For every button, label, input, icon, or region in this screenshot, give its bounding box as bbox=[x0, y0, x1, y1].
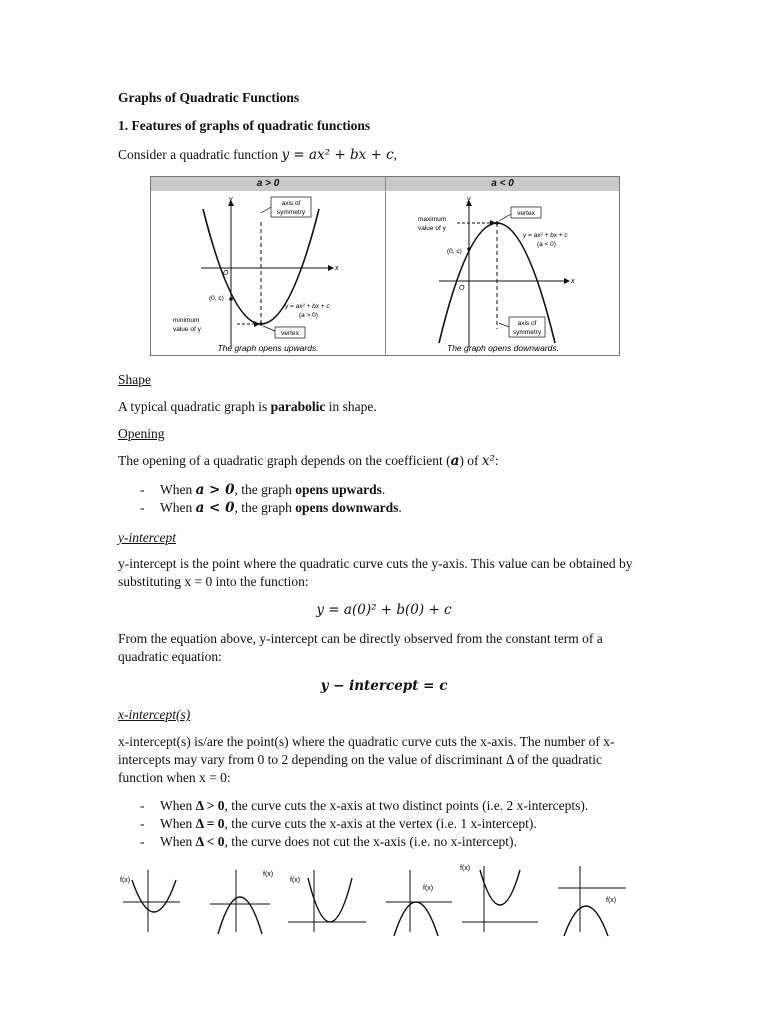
bullet-pre: When bbox=[160, 834, 196, 849]
left-min-label-line2: value of y bbox=[173, 326, 201, 333]
mini-graph-1-label: f(x) bbox=[120, 877, 131, 884]
right-origin-label: O bbox=[459, 285, 465, 292]
left-axis-callout-line2: symmetry bbox=[276, 209, 306, 216]
left-axis-callout-pointer bbox=[261, 207, 271, 213]
xint-bullet-2 bbox=[140, 815, 537, 833]
right-max-label-line2: value of y bbox=[418, 225, 446, 232]
bullet-pre: When bbox=[160, 816, 196, 831]
bullet-mid: , the graph bbox=[234, 500, 296, 515]
right-intercept-dot bbox=[467, 247, 471, 251]
opening-bullet-1 bbox=[140, 481, 385, 499]
right-y-label: y bbox=[467, 196, 471, 203]
yint-paragraph: y-intercept is the point where the quadratic curve cuts the y-axis. This value can be obtained by substituting x = 0 into the function: bbox=[118, 556, 633, 589]
right-curve-label-line1: y = ax² + bx + c bbox=[523, 232, 568, 239]
figure-drawing bbox=[151, 177, 619, 355]
intro-line bbox=[118, 146, 397, 164]
mini-graph-2 bbox=[210, 870, 273, 934]
mini-graph-5 bbox=[460, 865, 538, 932]
bullet-dash: - bbox=[140, 834, 145, 849]
right-axis-callout-line2: symmetry bbox=[512, 329, 542, 336]
yint-paragraph-2: From the equation above, y-intercept can be directly observed from the constant term of a quadratic equation: bbox=[118, 631, 603, 664]
right-curve-label-line2: (a < 0) bbox=[537, 241, 556, 248]
left-caption: The graph opens upwards. bbox=[217, 343, 319, 353]
bullet-condition: a > 0 bbox=[195, 482, 235, 498]
bullet-bold: opens downwards bbox=[295, 500, 399, 515]
right-axis-callout-pointer bbox=[499, 323, 509, 327]
mini-graph-3-label: f(x) bbox=[290, 877, 301, 884]
bullet-mid: , the graph bbox=[234, 482, 296, 497]
bullet-condition: Δ = 0 bbox=[195, 816, 225, 831]
mini-graph-6 bbox=[558, 866, 626, 936]
left-intercept-dot bbox=[229, 297, 233, 301]
left-vertex-dot bbox=[259, 322, 263, 326]
right-intercept-label: (0, c) bbox=[447, 248, 462, 255]
shape-text-bold: parabolic bbox=[270, 399, 326, 414]
bullet-post: , the curve does not cut the x-axis (i.e. no x-intercept). bbox=[224, 834, 517, 849]
opening-coef: a bbox=[450, 453, 460, 469]
mini-graphs bbox=[118, 860, 638, 938]
yint-heading: y-intercept bbox=[118, 530, 176, 545]
intro-equation: y = ax² + bx + c bbox=[281, 147, 394, 163]
figure-header-right: a < 0 bbox=[386, 177, 619, 191]
bullet-post: , the curve cuts the x-axis at two distinct points (i.e. 2 x-intercepts). bbox=[224, 798, 589, 813]
mini-graph-6-label: f(x) bbox=[606, 897, 617, 904]
opening-bullet-2 bbox=[140, 499, 402, 517]
left-vertex-label: vertex bbox=[281, 330, 299, 337]
intro-suffix: , bbox=[393, 147, 398, 162]
left-intercept-label: (0, c) bbox=[209, 295, 224, 302]
xint-bullet-3 bbox=[140, 833, 517, 851]
right-vertex-dot bbox=[495, 221, 499, 225]
mini-graph-2-label: f(x) bbox=[263, 871, 274, 878]
right-max-label-line1: maximum bbox=[418, 216, 447, 223]
yint-equation: y = a(0)² + b(0) + c bbox=[316, 602, 452, 618]
left-axis-callout-line1: axis of bbox=[281, 200, 301, 207]
right-vertex-label: vertex bbox=[517, 210, 535, 217]
yint-equation-2: y − intercept = c bbox=[320, 678, 448, 694]
intro-prefix: Consider a quadratic function bbox=[118, 147, 282, 162]
right-x-label: x bbox=[571, 278, 575, 285]
left-panel bbox=[173, 196, 339, 353]
bullet-condition: Δ > 0 bbox=[195, 798, 225, 813]
mini-graph-3 bbox=[288, 870, 366, 932]
bullet-pre: When bbox=[160, 482, 196, 497]
xint-heading: x-intercept(s) bbox=[118, 707, 191, 722]
left-origin-label: O bbox=[223, 270, 229, 277]
mini-graph-4-label: f(x) bbox=[423, 885, 434, 892]
left-y-label: y bbox=[229, 196, 233, 203]
opening-text-mid: ) of bbox=[459, 453, 482, 468]
page-title: Graphs of Quadratic Functions bbox=[118, 90, 300, 105]
section-heading: 1. Features of graphs of quadratic functions bbox=[118, 118, 371, 133]
opening-heading: Opening bbox=[118, 426, 165, 441]
mini-graph-5-label: f(x) bbox=[460, 865, 471, 872]
left-curve-label-line1: y = ax² + bx + c bbox=[285, 303, 330, 310]
left-min-label-line1: minimum bbox=[173, 317, 200, 324]
bullet-post: , the curve cuts the x-axis at the vertex (i.e. 1 x-intercept). bbox=[224, 816, 537, 831]
bullet-dash: - bbox=[140, 816, 145, 831]
right-caption: The graph opens downwards. bbox=[447, 343, 559, 353]
shape-heading: Shape bbox=[118, 372, 151, 387]
bullet-condition: a < 0 bbox=[195, 500, 235, 516]
right-vertex-pointer bbox=[499, 214, 511, 221]
bullet-pre: When bbox=[160, 500, 196, 515]
shape-text-prefix: A typical quadratic graph is bbox=[118, 399, 271, 414]
opening-text bbox=[118, 452, 499, 470]
opening-term: x² bbox=[481, 453, 495, 469]
left-x-label: x bbox=[335, 265, 339, 272]
bullet-dash: - bbox=[140, 482, 145, 497]
xint-paragraph: x-intercept(s) is/are the point(s) where the quadratic curve cuts the x-axis. The number of x-intercepts may vary from 0 to 2 depending on the value of discriminant Δ of the quadratic function when x = 0: bbox=[118, 734, 615, 785]
bullet-dash: - bbox=[140, 798, 145, 813]
figure-header-left: a > 0 bbox=[151, 177, 385, 191]
bullet-dash: - bbox=[140, 500, 145, 515]
bullet-condition: Δ < 0 bbox=[195, 834, 225, 849]
shape-text-suffix: in shape. bbox=[325, 399, 377, 414]
bullet-pre: When bbox=[160, 798, 196, 813]
bullet-post: . bbox=[381, 482, 386, 497]
mini-graph-1 bbox=[120, 870, 180, 932]
left-vertex-pointer bbox=[263, 326, 275, 331]
shape-text bbox=[118, 398, 377, 416]
parabola-figure bbox=[150, 176, 620, 356]
right-axis-callout-line1: axis of bbox=[517, 320, 537, 327]
left-curve-label-line2: (a > 0) bbox=[299, 312, 318, 319]
bullet-post: . bbox=[398, 500, 402, 515]
opening-text-prefix: The opening of a quadratic graph depends on the coefficient ( bbox=[118, 453, 451, 468]
xint-bullet-1 bbox=[140, 797, 588, 815]
bullet-bold: opens upwards bbox=[295, 482, 382, 497]
right-panel bbox=[418, 196, 575, 353]
opening-text-suffix: : bbox=[494, 453, 499, 468]
mini-graph-4 bbox=[386, 870, 452, 936]
